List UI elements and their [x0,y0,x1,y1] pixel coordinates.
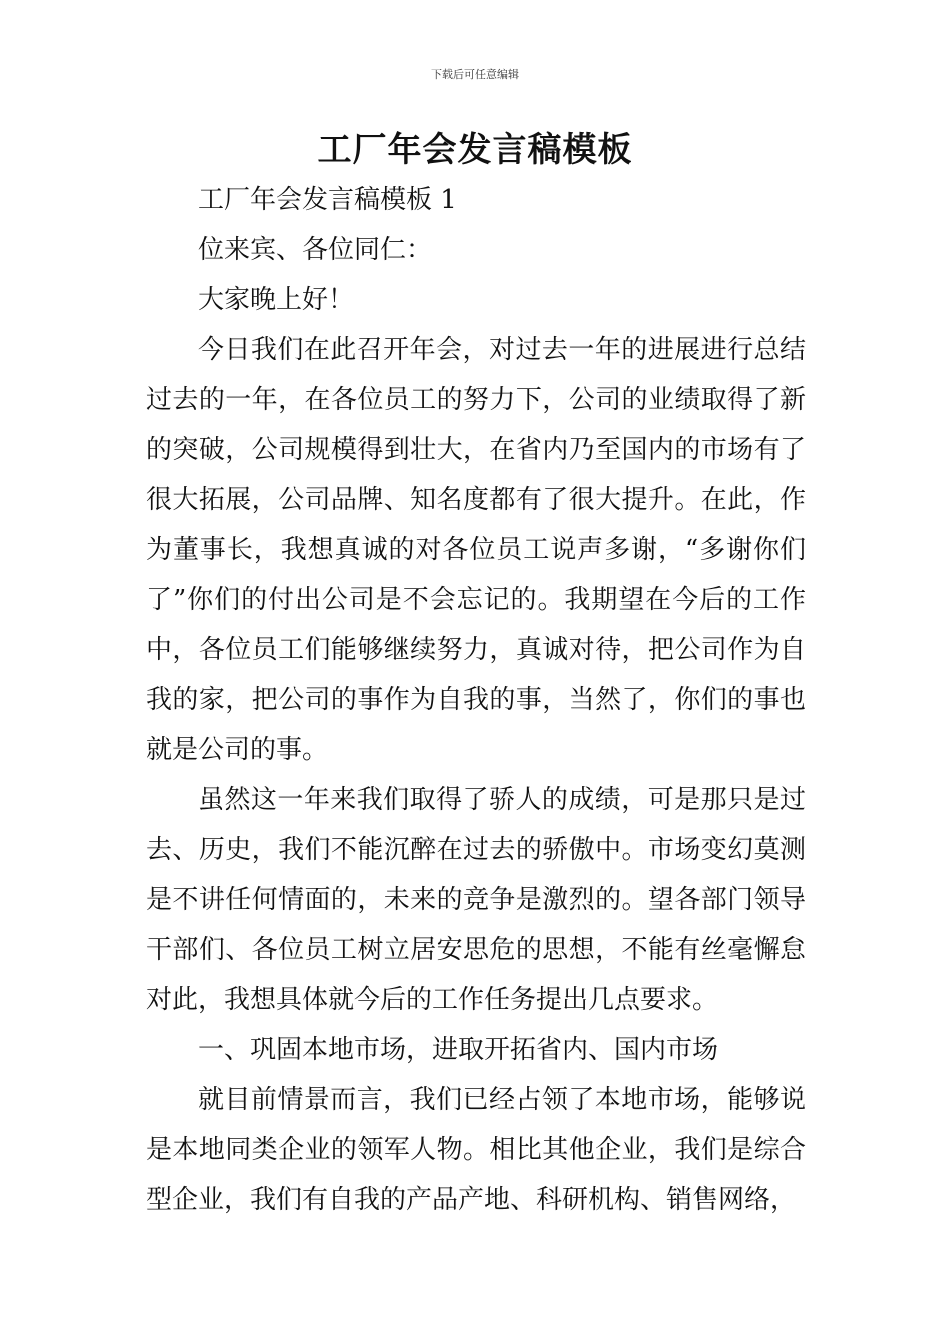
paragraph: 今日我们在此召开年会，对过去一年的进展进行总结过去的一年，在各位员工的努力下，公司的业绩取得了新的突破，公司规模得到壮大，在省内乃至国内的市场有了很大拓展，公司品牌、知名度都有了很大提升。在此，作为董事长，我想真诚的对各位员工说声多谢，“多谢你们了”你们的付出公司是不会忘记的。我期望在今后的工作中，各位员工们能够继续努力，真诚对待，把公司作为自我的家，把公司的事作为自我的事，当然了，你们的事也就是公司的事。 [146,335,806,765]
document-body [146,175,806,1225]
greeting: 大家晚上好！ [198,285,355,315]
paragraph: 虽然这一年来我们取得了骄人的成绩，可是那只是过去、历史，我们不能沉醉在过去的骄傲中。市场变幻莫测是不讲任何情面的，未来的竞争是激烈的。望各部门领导干部们、各位员工树立居安思危的思想，不能有丝毫懈怠对此，我想具体就今后的工作任务提出几点要求。 [146,785,806,1015]
section-heading: 工厂年会发言稿模板 1 [198,185,457,215]
salutation: 位来宾、各位同仁： [198,235,433,265]
paragraph: 就目前情景而言，我们已经占领了本地市场，能够说是本地同类企业的领军人物。相比其他企业，我们是综合型企业，我们有自我的产品产地、科研机构、销售网络， [146,1085,806,1215]
document-title: 工厂年会发言稿模板 [317,130,633,170]
subsection-heading: 一、巩固本地市场，进取开拓省内、国内市场 [198,1035,719,1065]
header-note: 下载后可任意编辑 [431,68,519,81]
